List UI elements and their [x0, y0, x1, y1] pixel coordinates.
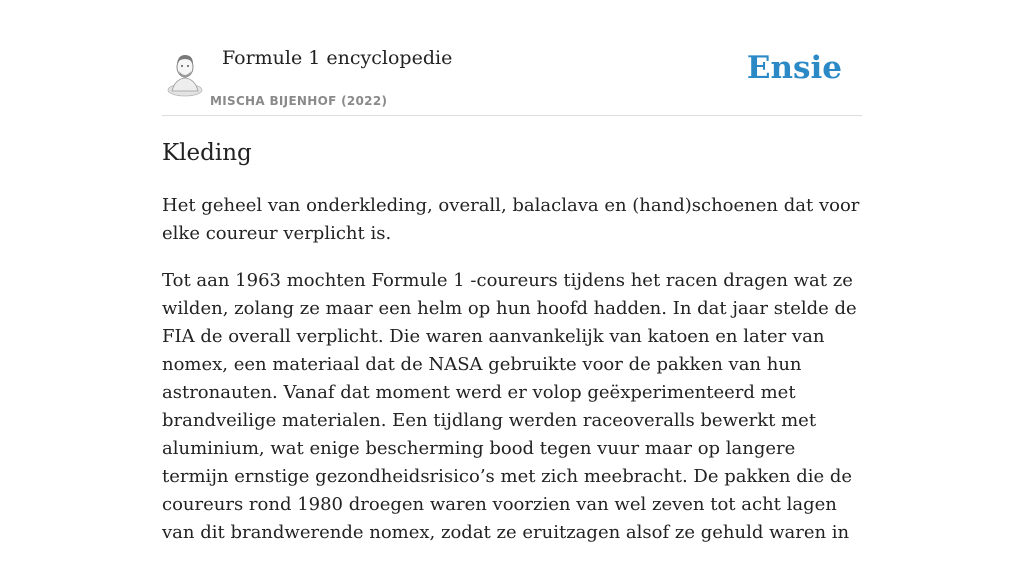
author-portrait-icon — [166, 50, 204, 92]
source-title[interactable]: Formule 1 encyclopedie — [222, 47, 453, 69]
brand-logo[interactable]: Ensie — [746, 50, 842, 86]
source-author[interactable]: MISCHA BIJENHOF (2022) — [210, 94, 388, 108]
definition-paragraph: Het geheel van onderkleding, overall, balaclava en (hand)schoenen dat voor elke coureur verplicht is. — [162, 195, 860, 244]
source-header — [162, 40, 862, 116]
body-paragraph: Tot aan 1963 mochten Formule 1 -coureurs tijdens het racen dragen wat ze wilden, zolang ze maar een helm op hun hoofd hadden. In dat jaar stelde de FIA de overall verplicht. Die waren aanvankelijk van katoen en later van nomex, een materiaal dat de NASA gebruikte voor de pakken van hun astronauten. Vanaf dat moment werd er volop geëxperimenteerd met brandveilige materialen. Een tijdlang werden raceoveralls bewerkt met aluminium, wat enige bescherming bood tegen vuur maar op langere termijn ernstige gezondheidsrisico’s met zich meebracht. De pakken die de coureurs rond 1980 droegen waren voorzien van wel zeven tot acht lagen van dit brandwerende nomex, zodat ze eruitzagen alsof ze gehuld waren in — [162, 270, 857, 543]
term-title: Kleding — [162, 140, 252, 166]
article-body — [162, 192, 867, 566]
